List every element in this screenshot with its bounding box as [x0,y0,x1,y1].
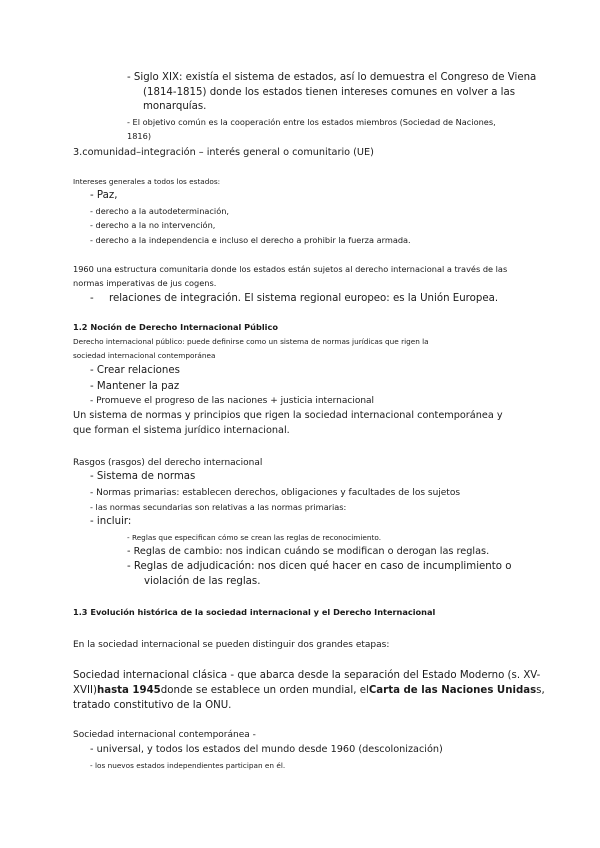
text-line: Sociedad internacional clásica - que abarca desde la separación del Estado Moderno (s. XV- [73,670,541,681]
section-heading: 1.3 Evolución histórica de la sociedad internacional y el Derecho Internacional [73,607,436,617]
list-item: - Paz, [90,190,118,201]
list-item: - Reglas de cambio: nos indican cuándo se modifican o derogan las reglas. [127,546,490,557]
list-item: - Sistema de normas [90,471,196,482]
text-line: 3.comunidad–integración – interés general o comunitario (UE) [73,147,374,158]
list-item: - los nuevos estados independientes participan en él. [90,761,286,770]
list-item: - incluir: [90,516,132,527]
text-line: Derecho internacional público: puede definirse como un sistema de normas jurídicas que rigen la [73,337,429,346]
list-item: relaciones de integración. El sistema regional europeo: es la Unión Europea. [109,293,499,304]
list-item: - universal, y todos los estados del mundo desde 1960 (descolonización) [90,744,443,755]
text-line: Rasgos (rasgos) del derecho internacional [73,458,263,468]
text-line: Intereses generales a todos los estados: [73,177,221,186]
text-line: Sociedad internacional contemporánea - [73,730,256,740]
list-item: - Mantener la paz [90,381,180,392]
list-item: - derecho a la autodeterminación, [90,206,229,216]
list-item: - Promueve el progreso de las naciones + justicia internacional [90,396,375,406]
text-line: que forman el sistema jurídico internacional. [73,425,290,436]
text-line: 1816) [127,131,152,141]
text-line: Un sistema de normas y principios que rigen la sociedad internacional contemporánea y [73,410,503,421]
text-run: XVII) [73,685,97,696]
emphasis: hasta 1945 [96,685,161,696]
text-line: - El objetivo común es la cooperación entre los estados miembros (Sociedad de Naciones, [127,117,496,127]
list-item: - derecho a la independencia e incluso el derecho a prohibir la fuerza armada. [90,235,411,245]
text-run: s, [536,685,545,696]
text-line: violación de las reglas. [144,576,261,587]
text-line: - Siglo XIX: existía el sistema de estados, así lo demuestra el Congreso de Viena [127,72,537,83]
list-item: - derecho a la no intervención, [90,220,216,230]
list-item: - Reglas que especifican cómo se crean las reglas de reconocimiento. [127,533,382,542]
text-line: monarquías. [143,101,207,112]
section-heading: 1.2 Noción de Derecho Internacional Público [73,322,278,332]
text-line: tratado constitutivo de la ONU. [73,700,232,711]
list-bullet: - [90,293,94,304]
text-line: En la sociedad internacional se pueden distinguir dos grandes etapas: [73,640,390,650]
text-run: donde se establece un orden mundial, el [160,685,369,696]
list-item: - Crear relaciones [90,365,180,376]
text-line: sociedad internacional contemporánea [73,351,216,360]
list-item: - Normas primarias: establecen derechos, obligaciones y facultades de los sujetos [90,488,461,498]
list-item: - las normas secundarias son relativas a las normas primarias: [90,502,347,512]
text-line: (1814-1815) donde los estados tienen intereses comunes en volver a las [143,87,516,98]
text-line [73,685,545,697]
emphasis: Carta de las Naciones Unidas [368,685,537,696]
list-item: - Reglas de adjudicación: nos dicen qué hacer en caso de incumplimiento o [127,561,512,572]
text-line: normas imperativas de jus cogens. [73,278,217,288]
text-line: 1960 una estructura comunitaria donde los estados están sujetos al derecho internacional a través de las [73,264,508,274]
